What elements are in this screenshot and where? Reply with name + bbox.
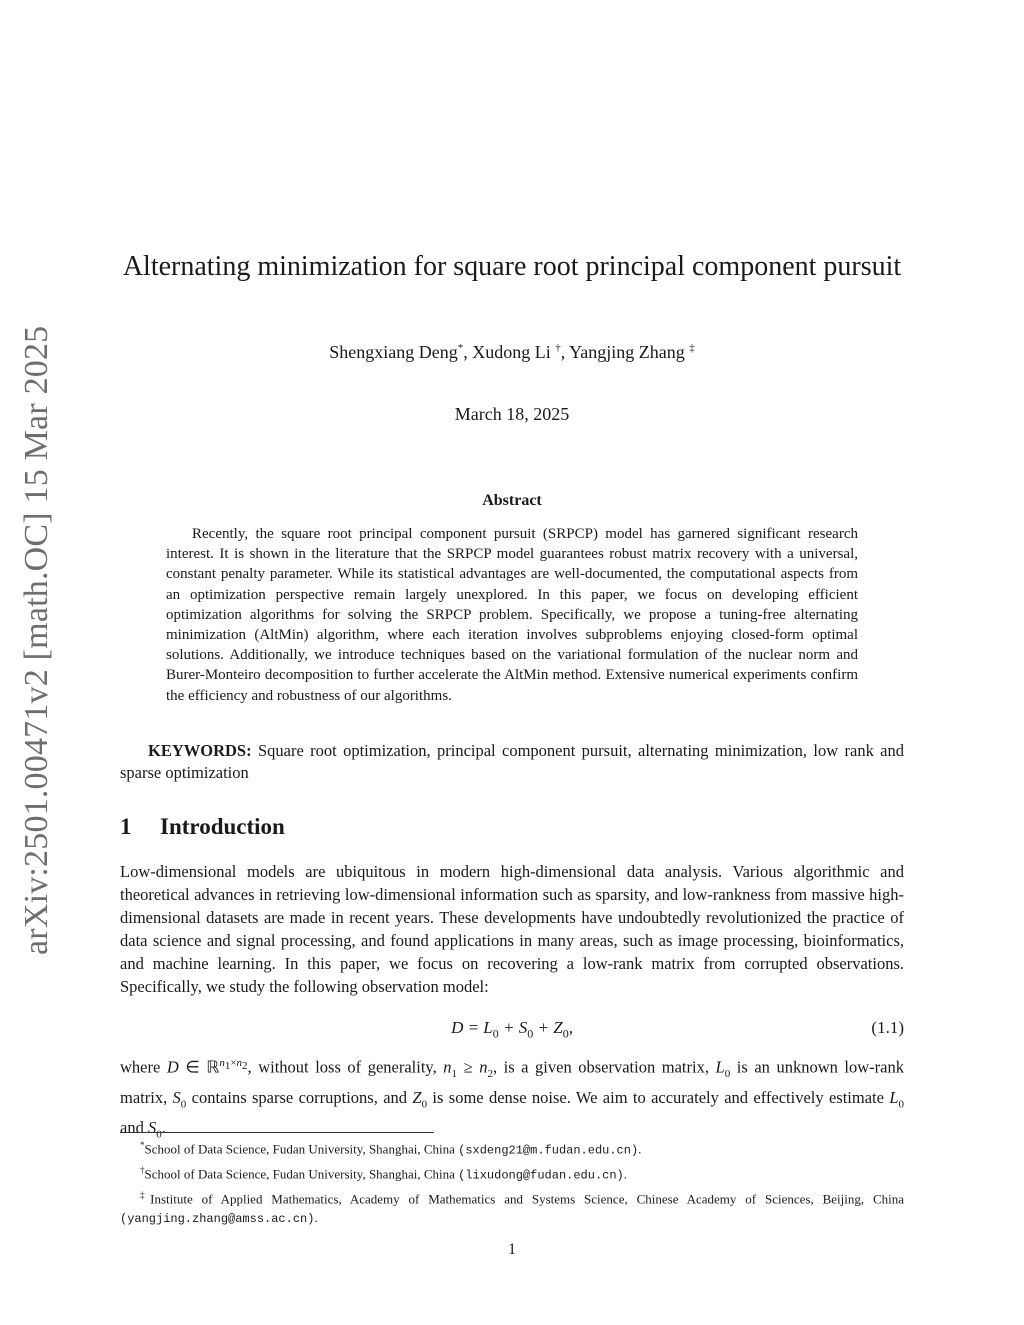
footnote-divider bbox=[120, 1132, 434, 1133]
section-title: Introduction bbox=[160, 814, 285, 839]
equation-body: $D = L_0 + S_0 + Z_0$, bbox=[451, 1018, 573, 1041]
page-number: 1 bbox=[508, 1241, 516, 1258]
arxiv-identifier-stamp: arXiv:2501.00471v2 [math.OC] 15 Mar 2025 bbox=[18, 325, 55, 955]
keywords-label: KEYWORDS: bbox=[148, 741, 252, 760]
definitions-paragraph: where D ∈ ℝ$^{n_1\times n_2}$, without loss of generality, $n_1 \ge n_2$, is a given observation matrix, $L_0$ is an unknown low-rank matrix, $S_0$ contains sparse corruptions, and $Z_0$ is some dense noise. We aim to accurately and effectively estimate $L_0$ and $S_0$. bbox=[120, 1057, 904, 1141]
section-number: 1 bbox=[120, 814, 132, 839]
footnote-mark[interactable]: † bbox=[555, 342, 561, 354]
author-list: Shengxiang Deng*, Xudong Li †, Yangjing Zhang ‡ bbox=[329, 342, 695, 362]
observation-model-equation bbox=[120, 1018, 904, 1042]
email-link[interactable]: (lixudong@fudan.edu.cn) bbox=[458, 1168, 624, 1183]
author-name: Xudong Li bbox=[472, 342, 551, 362]
text-segment: where bbox=[120, 1057, 167, 1077]
footnote-mark: * bbox=[140, 1140, 145, 1150]
text-segment: , without loss of generality, bbox=[247, 1057, 444, 1077]
author-name: Shengxiang Deng bbox=[329, 342, 458, 362]
footnote-mark: † bbox=[140, 1164, 145, 1175]
text-segment: is some dense noise. We aim to accurately and effectively estimate bbox=[427, 1087, 890, 1107]
keywords-text: Square root optimization, principal component pursuit, alternating minimization, low rank and sparse optimization bbox=[120, 741, 905, 782]
footnote-text: School of Data Science, Fudan University, Shanghai, China bbox=[144, 1166, 459, 1182]
footnote-tail: . bbox=[314, 1210, 318, 1226]
text-segment: , is a given observation matrix, bbox=[492, 1057, 716, 1077]
publication-date: March 18, 2025 bbox=[454, 404, 570, 424]
footnote-item bbox=[120, 1161, 904, 1186]
footnote-item bbox=[120, 1136, 904, 1161]
footnotes bbox=[120, 1136, 904, 1230]
footnote-mark[interactable]: * bbox=[457, 342, 464, 354]
abstract-body: Recently, the square root principal component pursuit (SRPCP) model has garnered significant research interest. It is shown in the literature that the SRPCP model guarantees robust matrix recovery with a universal, constant penalty parameter. While its statistical advantages are well-documented, the computational aspects from an optimization perspective remain largely unexplored. In this paper, we focus on developing efficient optimization algorithms for solving the SRPCP problem. Specifically, we propose a tuning-free alternating minimization (AltMin) algorithm, where each iteration involves subproblems enjoying closed-form optimal solutions. Additionally, we introduce techniques based on the variational formulation of the nuclear norm and Burer-Monteiro decomposition to further accelerate the AltMin method. Extensive numerical experiments confirm the efficiency and robustness of our algorithms. bbox=[166, 526, 858, 704]
text-segment: contains sparse corruptions, and bbox=[186, 1087, 413, 1107]
section-heading bbox=[120, 814, 285, 840]
footnote-tail: . bbox=[623, 1166, 628, 1182]
footnote-mark: ‡ bbox=[140, 1189, 151, 1200]
footnote-tail: . bbox=[638, 1141, 642, 1157]
footnote-text: School of Data Science, Fudan University, Shanghai, China bbox=[144, 1141, 459, 1157]
intro-paragraph: Low-dimensional models are ubiquitous in modern high-dimensional data analysis. Various algorithmic and theoretical advances in retrieving low-dimensional information such as sparsity, and low-rankness from massive high-dimensional datasets are made in recent years. These developments have undoubtedly revolutionized the practice of data science and signal processing, and found applications in many areas, such as image processing, bioinformatics, and machine learning. In this paper, we focus on recovering a low-rank matrix from corrupted observations. Specifically, we study the following observation model: bbox=[120, 862, 904, 996]
email-link[interactable]: (yangjing.zhang@amss.ac.cn) bbox=[120, 1212, 315, 1227]
footnote-mark[interactable]: ‡ bbox=[689, 342, 695, 354]
author-name: Yangjing Zhang bbox=[569, 342, 685, 362]
text-segment: is an unknown low-rank matrix, bbox=[120, 1057, 904, 1107]
text-segment: and bbox=[120, 1118, 148, 1138]
paper-title: Alternating minimization for square root principal component pursuit bbox=[122, 251, 902, 282]
abstract-heading: Abstract bbox=[482, 492, 542, 509]
equation-number[interactable]: (1.1) bbox=[871, 1018, 904, 1037]
email-link[interactable]: (sxdeng21@m.fudan.edu.cn) bbox=[458, 1143, 639, 1158]
footnote-text: Institute of Applied Mathematics, Academy of Mathematics and Systems Science, Chinese Academy of Sciences, Beijing, China bbox=[150, 1190, 905, 1206]
footnote-item bbox=[120, 1186, 904, 1230]
keywords-paragraph bbox=[120, 740, 904, 784]
